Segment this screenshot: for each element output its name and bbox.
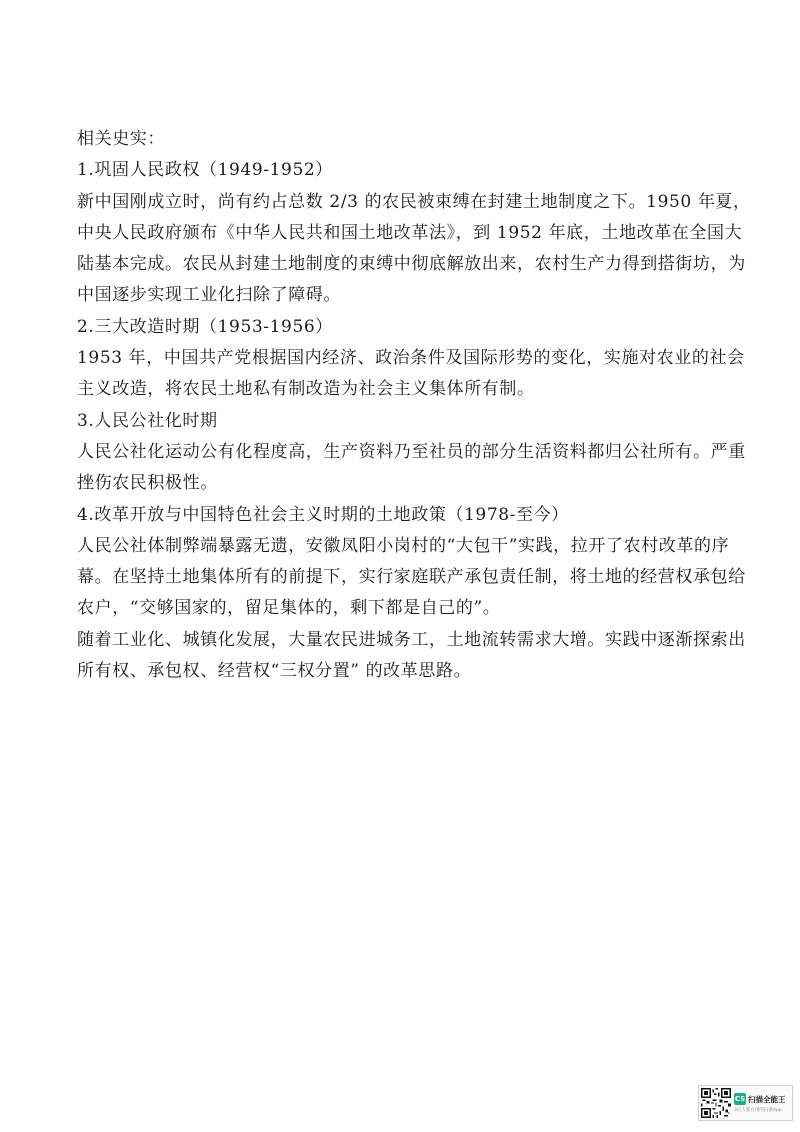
section-4-line-4: 随着工业化、城镇化发展，大量农民进城务工，土地流转需求大增。实践中逐渐探索出 bbox=[77, 629, 746, 650]
section-2-title: 2.三大改造时期（1953-1956） bbox=[77, 316, 333, 337]
qr-code-icon bbox=[701, 1088, 731, 1118]
section-4-line-1: 人民公社体制弊端暴露无遗，安徽凤阳小岗村的“大包干”实践，拉开了农村改革的序 bbox=[77, 535, 730, 556]
watermark-text-block bbox=[734, 1093, 786, 1113]
section-1-line-4: 中国逐步实现工业化扫除了障碍。 bbox=[77, 285, 341, 306]
section-3-line-2: 挫伤农民积极性。 bbox=[77, 473, 218, 494]
section-1-line-3: 陆基本完成。农民从封建土地制度的束缚中彻底解放出来，农村生产力得到搭街坊，为 bbox=[77, 254, 746, 275]
section-2-line-1: 1953 年，中国共产党根据国内经济、政治条件及国际形势的变化，实施对农业的社会 bbox=[77, 348, 745, 369]
section-4-line-2: 幕。在坚持土地集体所有的前提下，实行家庭联产承包责任制，将土地的经营权承包给 bbox=[77, 567, 746, 588]
section-3-line-1: 人民公社化运动公有化程度高，生产资料乃至社员的部分生活资料都归公社所有。严重 bbox=[77, 441, 746, 462]
section-3-title: 3.人民公社化时期 bbox=[77, 410, 218, 431]
document-heading: 相关史实： bbox=[77, 129, 165, 149]
section-1-line-1: 新中国刚成立时，尚有约占总数 2/3 的农民被束缚在封建土地制度之下。1950 年夏， bbox=[77, 191, 751, 212]
watermark-title: 扫描全能王 bbox=[748, 1094, 786, 1104]
section-4-line-3: 农户，“交够国家的，留足集体的，剩下都是自己的”。 bbox=[77, 598, 501, 619]
section-4-title: 4.改革开放与中国特色社会主义时期的土地政策（1978-至今） bbox=[77, 504, 569, 525]
watermark-subtitle: 3亿人都在用的扫描App bbox=[734, 1108, 782, 1113]
section-1-line-2: 中央人民政府颁布《中华人民共和国土地改革法》，到 1952 年底，土地改革在全国大 bbox=[77, 222, 743, 243]
document-body bbox=[77, 124, 749, 687]
section-2-line-2: 主义改造，将农民土地私有制改造为社会主义集体所有制。 bbox=[77, 379, 535, 400]
section-1-title: 1.巩固人民政权（1949-1952） bbox=[77, 160, 333, 181]
camscanner-logo-icon: CS bbox=[734, 1095, 746, 1103]
watermark-brand bbox=[734, 1093, 786, 1105]
section-4-line-5: 所有权、承包权、经营权“三权分置” 的改革思路。 bbox=[77, 661, 472, 682]
scanner-watermark bbox=[698, 1085, 793, 1121]
